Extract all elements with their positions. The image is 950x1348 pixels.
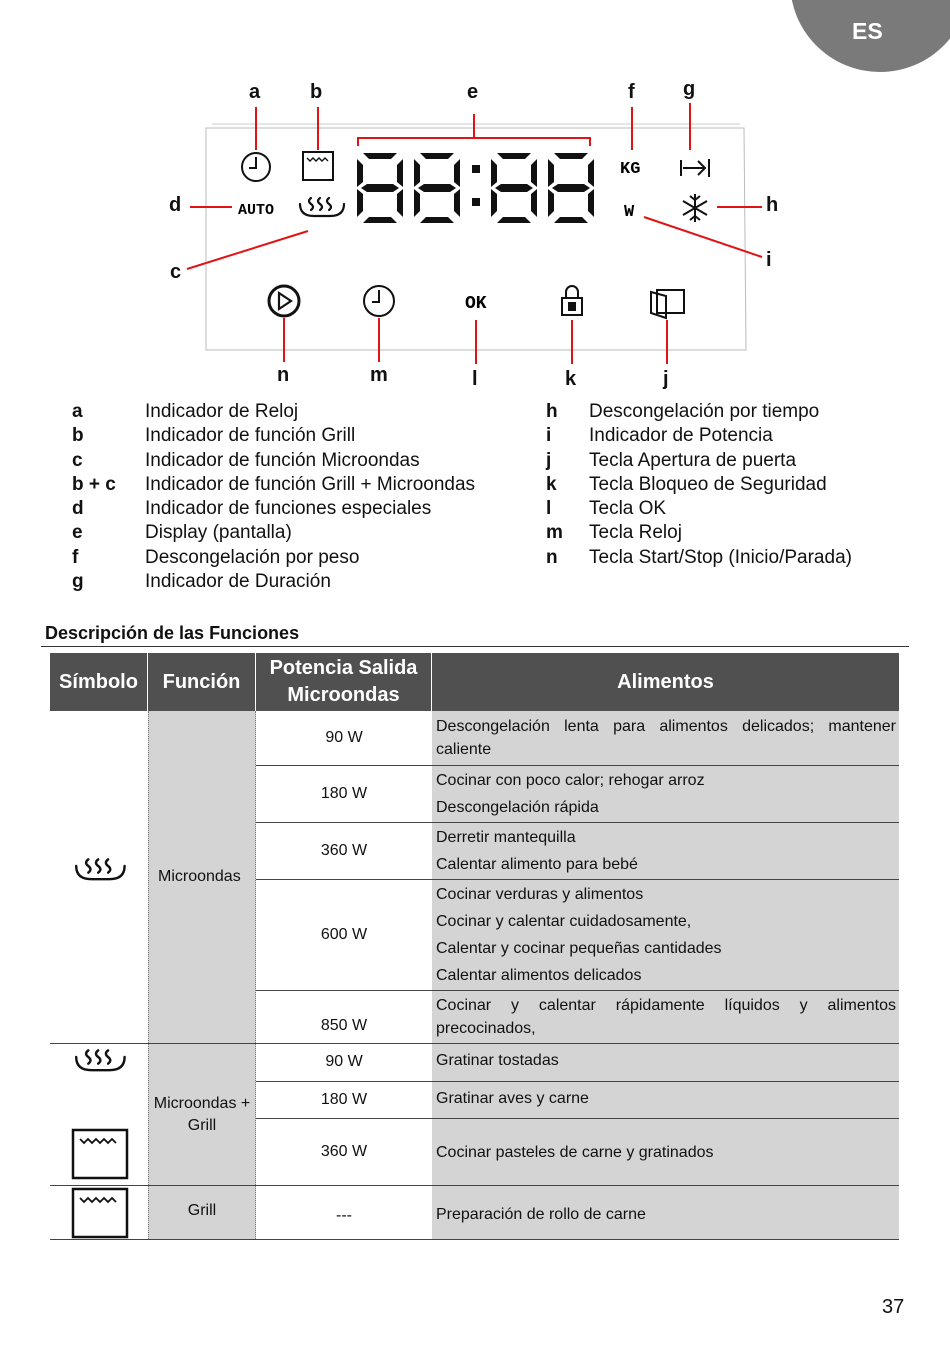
power-cell: 600 W — [320, 925, 368, 943]
microwave-waves-icon — [74, 855, 126, 897]
legend-item: c Indicador de función Microondas — [72, 449, 420, 471]
legend-item: h Descongelación por tiempo — [546, 401, 820, 422]
legend-item: n Tecla Start/Stop (Inicio/Parada) — [546, 546, 852, 568]
food-cell: Cocinar verduras y alimentos Cocinar y calentar cuidadosamente, Calentar y cocinar pequeñas cantidades Calentar alimentos delicados — [432, 879, 899, 990]
legend-item: k Tecla Bloqueo de Seguridad — [546, 473, 827, 495]
food-cell: Gratinar aves y carne — [432, 1081, 899, 1118]
food-cell: Cocinar pasteles de carne y gratinados — [432, 1118, 899, 1185]
clock-indicator-icon — [242, 153, 270, 181]
callout-i: i — [766, 249, 772, 271]
callout-n: n — [277, 364, 290, 386]
callout-c: c — [170, 261, 182, 283]
row-divider — [256, 879, 899, 880]
legend-item: d Indicador de funciones especiales — [72, 498, 432, 520]
function-grill: Grill — [148, 1185, 256, 1239]
row-divider — [256, 1081, 899, 1082]
function-microwave-grill: Microondas + Grill — [148, 1043, 256, 1185]
defrost-time-snowflake-icon — [683, 194, 707, 222]
food-cell: Derretir mantequilla Calentar alimento para bebé — [432, 822, 899, 879]
grill-indicator-icon — [303, 152, 333, 180]
door-open-key-icon[interactable] — [651, 290, 684, 318]
callout-d: d — [169, 194, 182, 216]
legend-item: m Tecla Reloj — [546, 522, 682, 544]
callout-a: a — [249, 81, 261, 103]
ok-key[interactable]: OK — [465, 294, 487, 314]
function-microwave: Microondas — [148, 711, 256, 1043]
food-cell: Cocinar y calentar rápidamente líquidos y alimentos precocinados, — [432, 990, 899, 1043]
power-cell: 180 W — [320, 1090, 368, 1108]
food-cell: Gratinar tostadas — [432, 1043, 899, 1081]
header-food: Alimentos — [432, 653, 899, 711]
power-cell: 90 W — [325, 1053, 363, 1070]
power-indicator: W — [624, 203, 635, 222]
section-title: Descripción de las Funciones — [45, 623, 300, 643]
legend-item: l Tecla OK — [546, 498, 667, 520]
start-stop-key-icon[interactable] — [269, 286, 299, 316]
callout-f: f — [628, 81, 635, 103]
legend-item: b + c Indicador de función Grill + Microondas — [72, 473, 476, 495]
legend-item: f Descongelación por peso — [72, 546, 360, 568]
row-divider — [50, 1043, 899, 1044]
grill-icon — [70, 1186, 130, 1240]
legend-item: j Tecla Apertura de puerta — [546, 449, 797, 471]
header-function: Función — [148, 653, 256, 711]
page-number: 37 — [882, 1296, 905, 1318]
microwave-waves-icon — [74, 1046, 126, 1088]
digital-display — [357, 153, 594, 223]
legend-left — [72, 400, 475, 594]
callout-k: k — [565, 368, 577, 390]
header-symbol: Símbolo — [50, 653, 148, 711]
row-divider — [50, 1185, 899, 1186]
callout-l: l — [472, 368, 478, 390]
food-cell: Descongelación lenta para alimentos delicados; mantener caliente — [432, 711, 899, 765]
section-rule — [41, 646, 909, 647]
row-divider — [256, 990, 899, 991]
callout-h: h — [766, 194, 779, 216]
food-cell: Preparación de rollo de carne — [432, 1185, 899, 1239]
callout-g: g — [683, 78, 696, 100]
callout-lines — [187, 103, 762, 364]
kg-indicator: KG — [620, 160, 641, 179]
callout-e: e — [467, 81, 479, 103]
power-cell: 360 W — [320, 841, 368, 859]
power-cell: 90 W — [325, 729, 363, 746]
safety-lock-key-icon[interactable] — [562, 286, 582, 315]
legend-item: e Display (pantalla) — [72, 522, 292, 544]
row-divider — [256, 822, 899, 823]
power-cell: --- — [336, 1207, 352, 1224]
legend-right — [546, 400, 852, 570]
legend-item: i Indicador de Potencia — [546, 425, 773, 447]
power-cell: 180 W — [320, 784, 368, 802]
auto-indicator: AUTO — [238, 202, 275, 219]
callout-m: m — [370, 364, 388, 386]
language-code: ES — [852, 18, 883, 44]
callout-j: j — [663, 368, 669, 390]
header-power: Potencia Salida Microondas — [256, 653, 432, 711]
legend-item: g Indicador de Duración — [72, 571, 331, 593]
legend-item: b Indicador de función Grill — [72, 425, 356, 447]
power-cell: 360 W — [320, 1142, 368, 1160]
table-bottom-rule — [50, 1239, 899, 1240]
row-divider — [256, 765, 899, 766]
power-cell: 850 W — [320, 1016, 368, 1034]
legend-item: a Indicador de Reloj — [72, 401, 299, 422]
row-divider — [256, 1118, 899, 1119]
duration-indicator-icon — [681, 159, 709, 177]
grill-icon — [70, 1127, 130, 1181]
clock-key-icon[interactable] — [364, 286, 394, 316]
microwave-indicator-icon — [300, 198, 344, 216]
control-panel-diagram — [0, 0, 950, 400]
food-cell: Cocinar con poco calor; rehogar arroz Descongelación rápida — [432, 765, 899, 822]
callout-b: b — [310, 81, 323, 103]
